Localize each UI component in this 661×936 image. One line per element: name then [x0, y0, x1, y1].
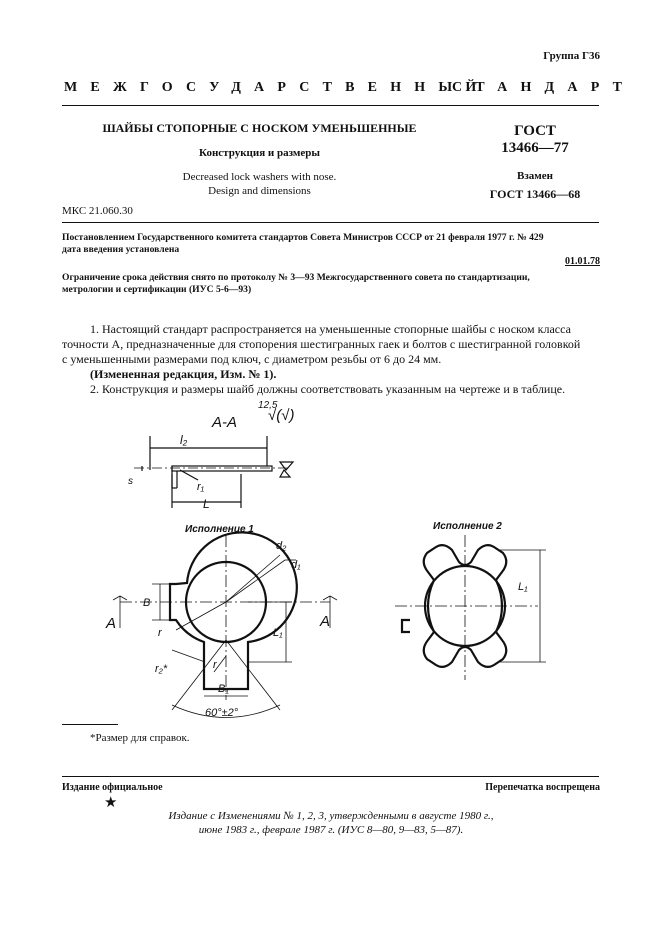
- official-edition: Издание официальное: [62, 782, 163, 793]
- paragraph-1-line-3: с уменьшенными размерами под ключ, с диаметром резьбы от 6 до 24 мм.: [62, 352, 442, 366]
- L-label: L: [203, 497, 210, 511]
- reprint-notice: Перепечатка воспрещена: [485, 782, 600, 793]
- roughness-symbol: √(√): [268, 407, 295, 424]
- title-en-2: Design and dimensions: [208, 185, 311, 197]
- amendments-line-2: июне 1983 г., феврале 1987 г. (ИУС 8—80, 9—83, 5—87).: [198, 824, 464, 836]
- section-view: [134, 436, 293, 508]
- paragraph-1-line-2: точности А, предназначенные для стопорения шестигранных гаек и болтов с шестигранной головкой: [62, 337, 581, 351]
- standard-label: СТАНДАРТ: [452, 80, 636, 95]
- L1-v2-label: L₁: [518, 581, 528, 593]
- decree-line-1: Постановлением Государственного комитета стандартов Совета Министров СССР от 21 февраля 1977 г. № 429: [62, 232, 544, 243]
- restriction-line-2: метрологии и сертификации (ИУС 5-6—93): [62, 284, 252, 295]
- r-inner-label: r: [213, 659, 217, 671]
- cut-label-right: А: [320, 613, 331, 630]
- interstate-label: МЕЖГОСУДАРСТВЕННЫЙ: [64, 80, 490, 95]
- effective-date: 01.01.78: [565, 256, 600, 267]
- l2-label: l₂: [180, 433, 188, 447]
- r-label: r: [158, 627, 162, 639]
- gost-number: 13466—77: [501, 140, 569, 156]
- roughness-value: 12,5: [258, 400, 278, 411]
- mks-code: МКС 21.060.30: [62, 205, 133, 217]
- section-label: А-А: [212, 414, 238, 431]
- paragraph-1-line-1: 1. Настоящий стандарт распространяется на уменьшенные стопорные шайбы с носком класса: [90, 322, 571, 336]
- gost-label: ГОСТ: [514, 123, 556, 139]
- star-icon: ★: [104, 795, 118, 811]
- cut-label-left: А: [106, 615, 117, 632]
- amendments-line-1: Издание с Изменениями № 1, 2, 3, утвержденными в августе 1980 г.,: [168, 810, 494, 822]
- r1-label: r₁: [197, 481, 205, 493]
- header-rule: [62, 105, 599, 106]
- version-1-washer: [170, 532, 297, 689]
- footnote: *Размер для справок.: [90, 732, 190, 744]
- amendment-note: (Измененная редакция, Изм. № 1).: [90, 367, 277, 381]
- title-rule: [62, 222, 599, 223]
- title-en-1: Decreased lock washers with nose.: [182, 171, 337, 183]
- B1-label: B₁: [218, 683, 229, 695]
- d2-label: d₂: [276, 540, 287, 552]
- restriction-line-1: Ограничение срока действия снято по протоколу № 3—93 Межгосударственного совета по стандартизации,: [62, 272, 530, 283]
- s-label: s: [128, 476, 133, 487]
- r2-label: r₂*: [155, 663, 168, 675]
- paragraph-2: 2. Конструкция и размеры шайб должны соответствовать указанным на чертеже и в таблице.: [90, 382, 566, 396]
- version-1-label: Исполнение 1: [185, 524, 254, 535]
- L1-label: L₁: [273, 627, 283, 639]
- version-2-label: Исполнение 2: [433, 521, 502, 532]
- angle-label: 60°±2°: [205, 707, 239, 719]
- replaces-value: ГОСТ 13466—68: [489, 187, 581, 201]
- washer-drawing: [0, 395, 661, 735]
- replaces-label: Взамен: [517, 170, 553, 182]
- title-ru: ШАЙБЫ СТОПОРНЫЕ С НОСКОМ УМЕНЬШЕННЫЕ: [102, 121, 417, 135]
- decree-line-2: дата введения установлена: [62, 244, 180, 255]
- footnote-rule: [62, 724, 118, 725]
- footer-rule: [62, 776, 599, 777]
- subtitle-ru: Конструкция и размеры: [199, 147, 320, 159]
- group-code: Группа Г36: [543, 50, 600, 62]
- B-label: B: [143, 597, 151, 609]
- d1-label: d₁: [291, 559, 301, 571]
